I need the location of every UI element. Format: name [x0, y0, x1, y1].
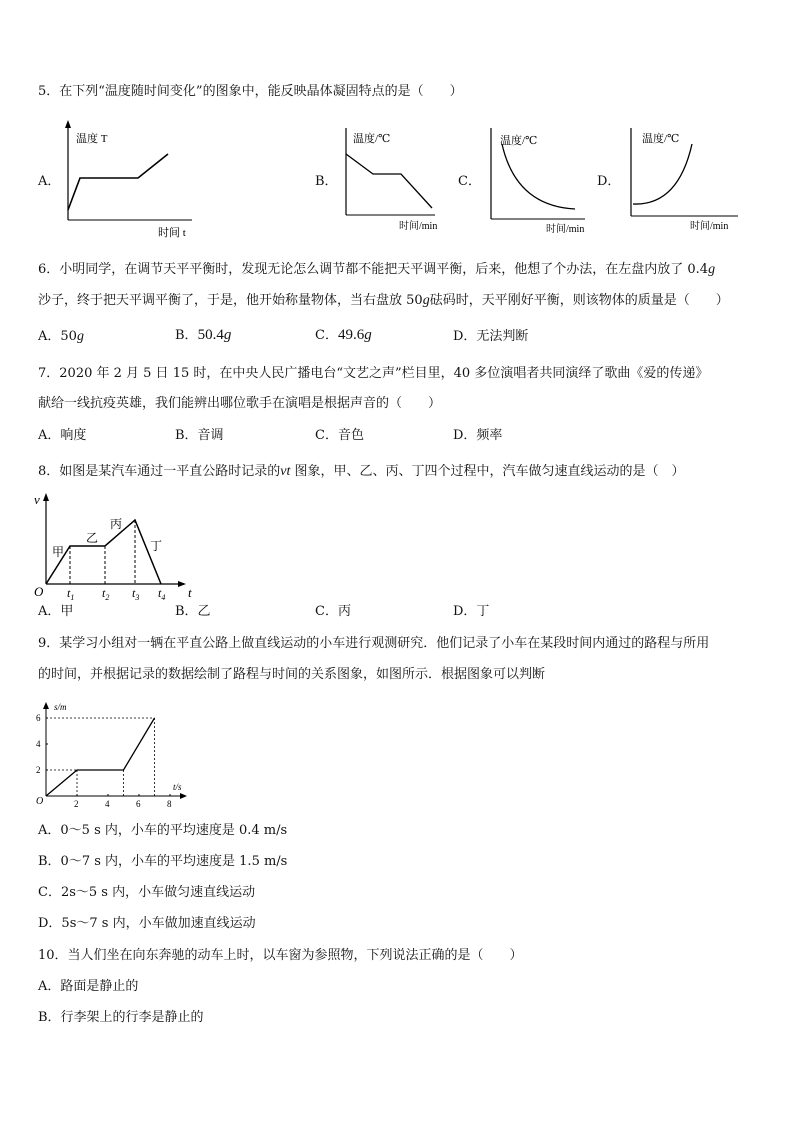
y-axis-arrow [43, 702, 49, 709]
x-tick-label: 4 [105, 799, 110, 809]
q6-option-a-unit: g [76, 329, 84, 344]
q6-option-b-value: 50.4 [197, 327, 224, 343]
q7-option-c: C．音色 [315, 428, 364, 443]
q5a-xlabel: 时间 t [158, 227, 186, 239]
q8-seg-bing: 丙 [110, 517, 123, 531]
q9-line2: 的时间，并根据记录的数据绘制了路程与时间的关系图象，如图所示．根据图象可以判断 [38, 667, 546, 682]
q9-origin: O [36, 796, 44, 807]
series-line [46, 718, 155, 796]
q8-option-d: D．丁 [453, 604, 490, 619]
q8-option-a: A．甲 [38, 604, 74, 619]
q9-option-a: A．0～5 s 内，小车的平均速度是 0.4 m/s [38, 823, 288, 838]
q6-option-c [315, 327, 372, 344]
q6-option-a-label: A．50 [38, 329, 77, 344]
q5-option-d-label: D． [597, 174, 621, 189]
q8-tick-t4: $t_4$ [158, 586, 166, 602]
q6-line1-unit: g [708, 262, 716, 277]
q7-line2: 献给一线抗疫英雄，我们能辨出哪位歌手在演唱是根据声音的（ ） [38, 396, 442, 411]
q9-option-b: B．0～7 s 内，小车的平均速度是 1.5 m/s [38, 854, 288, 869]
q10-option-a: A．路面是静止的 [38, 979, 139, 994]
q6-option-b [175, 327, 231, 344]
y-tick-label: 2 [36, 765, 41, 775]
x-tick-label: 8 [167, 799, 172, 809]
x-axis-arrow [178, 581, 186, 587]
q10-option-b: B．行李架上的行李是静止的 [38, 1010, 204, 1025]
q8-vt-graph [30, 490, 200, 605]
curve [633, 144, 692, 204]
q8-xlabel: t [188, 585, 192, 600]
y-tick-label: 4 [36, 739, 41, 749]
q5-stem: 5．在下列“温度随时间变化”的图象中，能反映晶体凝固特点的是（ ） [38, 84, 463, 99]
x-tick-label: 6 [136, 799, 141, 809]
q5c-ylabel: 温度/℃ [500, 135, 538, 147]
q5-graph-d [620, 124, 745, 236]
q5b-ylabel: 温度/℃ [353, 133, 391, 145]
q8-stem-var-v: v [280, 464, 287, 479]
q9-ylabel: s/m [54, 702, 67, 712]
q6-line2-text-b: 砝码时，天平刚好平衡，则该物体的质量是（ ） [429, 293, 729, 308]
q6-option-c-unit: g [364, 327, 372, 343]
q8-tick-t3: $t_3$ [132, 586, 140, 602]
q6-option-c-label: C． [315, 328, 338, 343]
q8-stem-text-b: 图象，甲、乙、丙、丁四个过程中，汽车做匀速直线运动的是（ ） [290, 464, 685, 479]
q6-line2 [38, 293, 729, 309]
y-axis-arrow [65, 120, 71, 128]
q7-option-a: A．响度 [38, 428, 87, 443]
q5-graph-b [335, 124, 440, 234]
x-tick-label: 2 [74, 799, 79, 809]
curve [68, 154, 168, 210]
q6-line1 [38, 262, 715, 278]
q7-option-d: D．频率 [453, 428, 503, 443]
q6-line1-text: 6．小明同学，在调节天平平衡时，发现无论怎么调节都不能把天平调平衡，后来，他想了个办法，在左盘内放了 0.4 [38, 262, 709, 277]
q8-stem-var-t: t [286, 464, 291, 479]
q7-option-b: B．音调 [175, 428, 224, 443]
q5-option-a-label: A． [38, 174, 61, 189]
x-axis-arrow [180, 793, 187, 799]
q6-option-b-unit: g [223, 327, 232, 343]
q8-seg-yi: 乙 [86, 531, 99, 545]
y-axis-arrow [43, 493, 49, 501]
curve [346, 154, 432, 208]
q9-option-c: C．2s～5 s 内，小车做匀速直线运动 [38, 885, 256, 900]
q8-origin: O [34, 584, 44, 599]
q5-graph-a [60, 118, 200, 243]
q5-graph-c [480, 124, 590, 236]
q8-option-b: B．乙 [175, 604, 211, 619]
q8-ylabel: v [34, 492, 40, 507]
q10-stem: 10．当人们坐在向东奔驰的动车上时，以车窗为参照物，下列说法正确的是（ ） [38, 948, 523, 963]
q9-xlabel: t/s [173, 782, 182, 792]
q8-option-c: C．丙 [315, 604, 351, 619]
curve [502, 144, 575, 209]
q5d-ylabel: 温度/℃ [642, 133, 680, 145]
q5-option-b-label: B． [315, 174, 338, 189]
y-tick-label: 6 [36, 713, 41, 723]
q8-tick-t1: $t_1$ [67, 586, 75, 602]
q6-option-d: D．无法判断 [453, 329, 529, 344]
q5b-xlabel: 时间/min [399, 221, 438, 232]
q9-line1: 9．某学习小组对一辆在平直公路上做直线运动的小车进行观测研究．他们记录了小车在某段时间内通过的路程与所用 [38, 636, 710, 651]
q6-option-a [38, 329, 84, 345]
q6-option-b-label: B． [175, 328, 198, 343]
q5c-xlabel: 时间/min [546, 224, 585, 235]
q6-option-c-value: 49.6 [337, 327, 365, 343]
q9-option-d: D．5s～7 s 内，小车做加速直线运动 [38, 916, 256, 931]
q5-option-c-label: C． [458, 174, 481, 189]
q8-tick-t2: $t_2$ [102, 586, 110, 602]
q7-line1: 7．2020 年 2 月 5 日 15 时，在中央人民广播电台“文艺之声”栏目里，40 多位演唱者共同演绎了歌曲《爱的传递》 [38, 366, 709, 381]
q6-line2-unit: g [422, 293, 430, 308]
q6-line2-text-a: 沙子，终于把天平调平衡了，于是，他开始称量物体，当右盘放 50 [38, 293, 423, 308]
q8-stem [38, 464, 685, 480]
q9-st-chart [30, 700, 195, 810]
q5a-ylabel: 温度 T [76, 133, 108, 145]
q5d-xlabel: 时间/min [690, 221, 729, 232]
q8-stem-text-a: 8．如图是某汽车通过一平直公路时记录的 [38, 464, 281, 479]
q8-seg-ding: 丁 [150, 539, 163, 553]
q8-seg-jia: 甲 [52, 545, 65, 559]
